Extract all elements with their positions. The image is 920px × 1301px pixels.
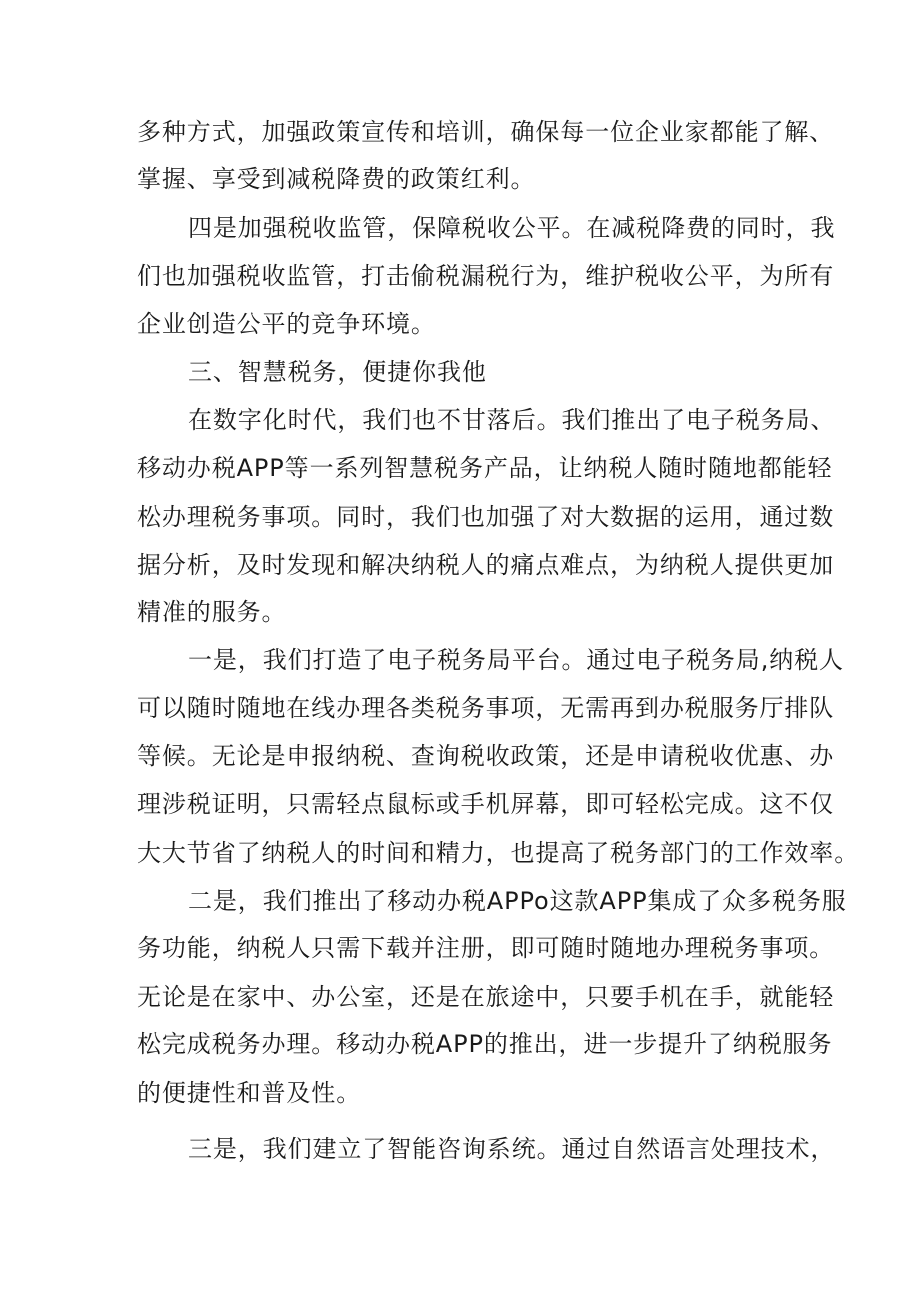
text-line-content: 一是，我们打造了电子税务局平台。通过电子税务局,纳税人 [188,646,844,674]
text-line-content: 理涉税证明，只需轻点鼠标或手机屏幕，即可轻松完成。这不仅 [137,790,835,818]
text-line-content: 等候。无论是申报纳税、查询税收政策，还是申请税收优惠、办 [137,742,835,770]
text-line-content: 掌握、享受到减税降费的政策红利。 [137,165,536,193]
text-line-content: 四是加强税收监管，保障税收公平。在减税降费的同时，我 [188,214,836,242]
text-line-content: 多种方式，加强政策宣传和培训，确保每一位企业家都能了解、 [137,118,835,146]
text-line-content: 据分析，及时发现和解决纳税人的痛点难点，为纳税人提供更加 [137,551,835,579]
text-line-content: 移动办税APP等一系列智慧税务产品，让纳税人随时随地都能轻 [137,454,833,482]
text-line-content: 三是，我们建立了智能咨询系统。通过自然语言处理技术， [188,1135,836,1163]
text-line-content: 无论是在家中、办公室，还是在旅途中，只要手机在手，就能轻 [137,983,835,1011]
text-line-content: 大大节省了纳税人的时间和精力，也提高了税务部门的工作效率。 [137,839,860,867]
text-line-content: 松完成税务办理。移动办税APP的推出，进一步提升了纳税服务 [137,1030,833,1058]
text-line-content: 二是，我们推出了移动办税APPo这款APP集成了众多税务服 [188,887,847,915]
text-line-content: 务功能，纳税人只需下载并注册，即可随时随地办理税务事项。 [137,934,835,962]
text-line-content: 可以随时随地在线办理各类税务事项，无需再到办税服务厅排队 [137,694,835,722]
text-line-content: 在数字化时代，我们也不甘落后。我们推出了电子税务局、 [188,406,836,434]
text-line-content: 企业创造公平的竞争环境。 [137,310,436,338]
text-line-content: 精准的服务。 [137,598,287,626]
section-heading-text: 三、智慧税务，便捷你我他 [188,358,487,386]
text-line-content: 松办理税务事项。同时，我们也加强了对大数据的运用，通过数 [137,503,835,531]
text-line-content: 们也加强税收监管，打击偷税漏税行为，维护税收公平，为所有 [137,262,835,290]
text-line-content: 的便捷性和普及性。 [137,1079,362,1107]
